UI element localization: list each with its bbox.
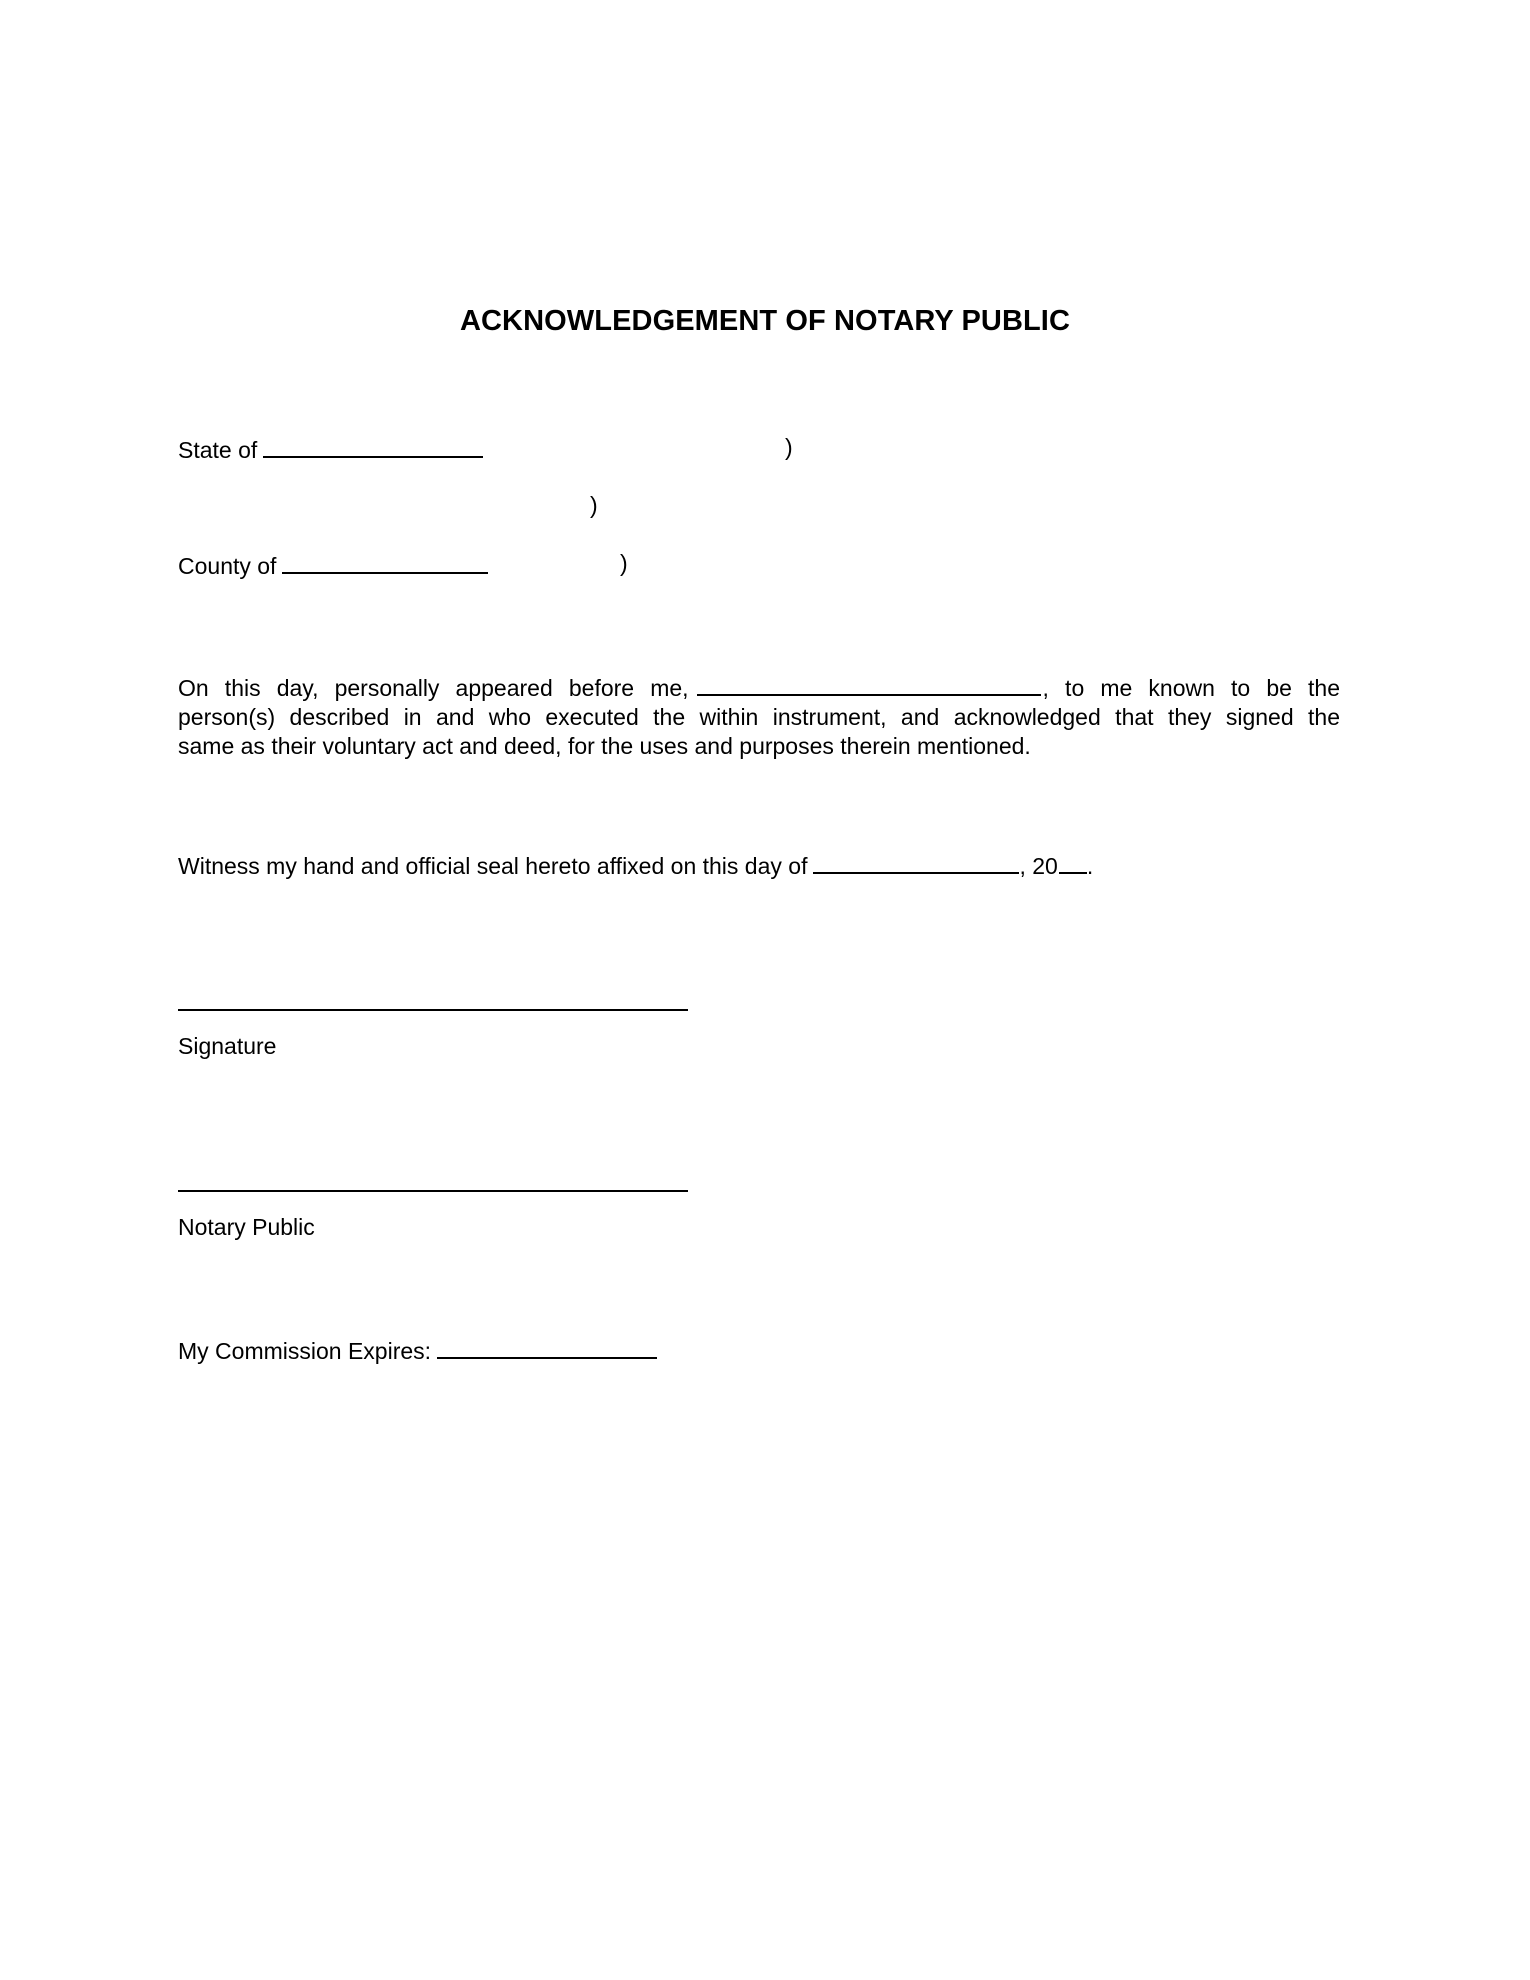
state-row bbox=[178, 434, 483, 465]
state-label: State of bbox=[178, 437, 258, 463]
page-title: ACKNOWLEDGEMENT OF NOTARY PUBLIC bbox=[459, 305, 1071, 337]
witness-period: . bbox=[1086, 853, 1094, 879]
commission-label: My Commission Expires: bbox=[178, 1338, 432, 1364]
ack-line-2: person(s) described in and who executed the within instrument, and acknowledged that they signed the bbox=[178, 704, 1340, 730]
witness-row bbox=[178, 850, 1093, 881]
venue-paren-3: ) bbox=[620, 550, 628, 576]
ack-line-3: same as their voluntary act and deed, for the uses and purposes therein mentioned. bbox=[178, 733, 1031, 759]
county-field[interactable] bbox=[282, 550, 488, 574]
county-label: County of bbox=[178, 553, 277, 579]
witness-date-field[interactable] bbox=[813, 850, 1019, 874]
commission-expires-field[interactable] bbox=[437, 1335, 657, 1359]
venue-paren-1: ) bbox=[785, 434, 793, 460]
ack-text-after: , to me known to be the bbox=[1042, 675, 1340, 701]
notary-signature-line[interactable] bbox=[178, 1190, 688, 1192]
witness-year-field[interactable] bbox=[1059, 850, 1087, 874]
signature-label: Signature bbox=[178, 1033, 277, 1059]
commission-row bbox=[178, 1335, 657, 1366]
state-field[interactable] bbox=[263, 434, 483, 458]
venue-paren-2: ) bbox=[590, 492, 598, 518]
acknowledgement-paragraph bbox=[178, 672, 1340, 761]
notary-public-label: Notary Public bbox=[178, 1214, 315, 1240]
witness-text: Witness my hand and official seal hereto affixed on this day of bbox=[178, 853, 808, 879]
ack-text-before: On this day, personally appeared before me, bbox=[178, 675, 689, 701]
signature-line[interactable] bbox=[178, 1009, 688, 1011]
county-row bbox=[178, 550, 488, 581]
year-prefix: , 20 bbox=[1019, 853, 1058, 879]
ack-line-1 bbox=[178, 672, 1340, 703]
appearer-name-field[interactable] bbox=[697, 672, 1041, 696]
